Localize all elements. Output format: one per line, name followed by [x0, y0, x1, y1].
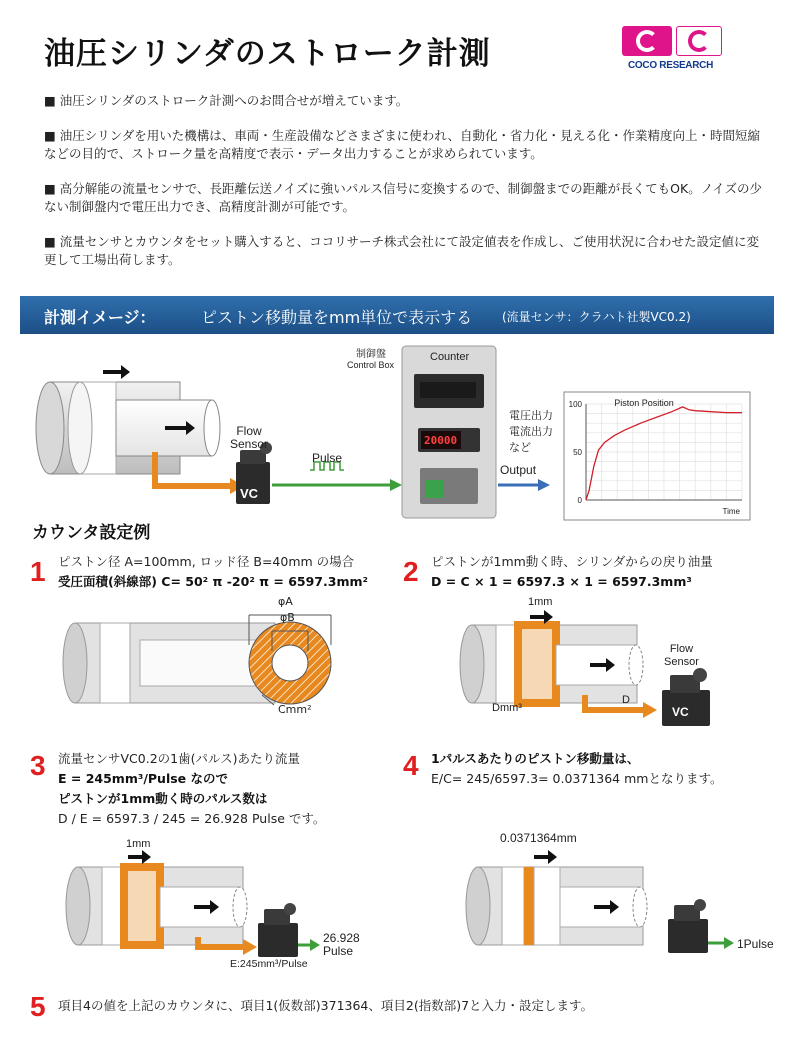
control-box-en-label: Control Box: [347, 360, 395, 370]
step2-line1: ピストンが1mm動く時、シリンダからの戻り油量: [431, 554, 713, 569]
y-tick-label: 0: [577, 496, 582, 505]
piston-rod: [116, 400, 212, 456]
phi-a-label: φA: [278, 595, 293, 608]
step-number-5: 5: [30, 991, 46, 1022]
vc-label: VC: [240, 486, 259, 501]
arrow-icon: [643, 702, 657, 718]
arrow-icon: [142, 850, 151, 864]
settings-heading: カウンタ設定例: [32, 523, 151, 543]
arrow-icon: [724, 937, 734, 949]
step3-pulse-count: 26.928 Pulse: [323, 931, 360, 958]
chart-title: Piston Position: [614, 398, 674, 408]
section-banner: [20, 296, 774, 334]
arrow-icon: [243, 939, 257, 955]
step-number-2: 2: [403, 556, 419, 587]
y-tick-label: 100: [568, 400, 582, 409]
step3-e-label: E:245mm³/Pulse: [230, 958, 308, 970]
step2-d-label: D: [622, 694, 630, 706]
step4-pulse-label: 1Pulse: [737, 937, 774, 951]
step3-line1: 流量センサVC0.2の1歯(パルス)あたり流量: [58, 751, 300, 766]
output-type-2: 電流出力: [509, 425, 553, 438]
banner-label: 計測イメージ：: [44, 308, 156, 327]
arrow-icon: [548, 850, 557, 864]
step2-line2: D = C × 1 = 6597.3 × 1 = 6597.3mm³: [431, 574, 692, 589]
arrow-icon: [538, 479, 550, 491]
step4-cylinder-diagram: [400, 835, 794, 975]
step2-move-label: 1mm: [528, 596, 553, 608]
x-axis-label: Time: [722, 507, 740, 516]
pulse-label: Pulse: [312, 451, 343, 465]
step5-line: 項目4の値を上記のカウンタに、項目1(仮数部)371364、項目2(指数部)7と入力・設定します。: [58, 998, 594, 1013]
intro-paragraph-1: ■ 油圧シリンダのストローク計測へのお問合せが増えています。: [44, 93, 409, 108]
y-tick-label: 50: [573, 448, 582, 457]
step3-line2: E = 245mm³/Pulse なので: [58, 771, 229, 786]
control-box-jp-label: 制御盤: [356, 349, 386, 360]
step1-line2: 受圧面積(斜線部) C= 50² π -20² π = 6597.3mm²: [58, 574, 368, 589]
step3-line4: D / E = 6597.3 / 245 = 26.928 Pulse です。: [58, 811, 326, 826]
output-type-3: など: [509, 441, 531, 454]
step4-line1: 1パルスあたりのピストン移動量は、: [431, 751, 640, 766]
company-logo: [620, 26, 770, 78]
intro-paragraph-3: ■ 高分解能の流量センサで、長距離伝送ノイズに強いパルス信号に変換するので、制御盤までの距離が長くてもOK。ノイズの少ない制御盤内で電圧出力でき、高精度計測が可能です。: [44, 181, 762, 214]
area-c-label: Cmm²: [278, 703, 312, 716]
step-number-1: 1: [30, 556, 46, 587]
chart-frame: [564, 392, 750, 520]
arrow-icon: [390, 479, 402, 491]
step4-move-label: 0.0371364mm: [500, 831, 577, 845]
intro-paragraph-2: ■ 油圧シリンダを用いた機構は、車両・生産設備などさまざまに使われ、自動化・省力化・見える化・作業精度向上・時間短縮などの目的で、ストローク量を高精度で表示・データ出力することが求められています。: [44, 128, 761, 161]
flow-sensor-label: Flow Sensor: [230, 424, 269, 451]
page-title: 油圧シリンダのストローク計測: [44, 36, 491, 72]
counter-label: Counter: [430, 351, 470, 363]
output-type-1: 電圧出力: [509, 409, 553, 422]
logo-mark-left: [622, 26, 672, 56]
logo-mark-right: [676, 26, 722, 56]
step2-flow-sensor-label: Flow Sensor: [664, 643, 699, 668]
step3-move-label: 1mm: [126, 838, 151, 850]
output-label: Output: [500, 463, 537, 477]
intro-paragraph-4: ■ 流量センサとカウンタをセット購入すると、ココリサーチ株式会社にて設定値表を作成し、ご使用状況に合わせた設定値に変更して工場出荷します。: [44, 234, 760, 267]
step-number-4: 4: [403, 750, 419, 781]
piston-position-chart: [564, 392, 750, 520]
banner-note: (流量センサ：クラハト社製VC0.2): [502, 310, 691, 324]
step1-cross-section-diagram: [0, 595, 390, 725]
step2-vc-label: VC: [672, 705, 689, 719]
counter-display-value: 20000: [424, 434, 458, 447]
flow-sensor-icon: [668, 919, 708, 953]
phi-b-label: φB: [280, 611, 295, 624]
arrow-icon: [310, 939, 320, 951]
step4-line2: E/C= 245/6597.3= 0.0371364 mmとなります。: [431, 771, 723, 786]
step2-d-volume-label: Dmm³: [492, 702, 522, 714]
flow-sensor-icon: [258, 923, 298, 957]
step3-line3: ピストンが1mm動く時のパルス数は: [58, 791, 268, 806]
step1-line1: ピストン径 A=100mm, ロッド径 B=40mm の場合: [58, 554, 355, 569]
banner-text: ピストン移動量をmm単位で表示する: [201, 308, 473, 327]
oil-volume-area: [518, 625, 556, 703]
arrow-icon: [121, 365, 130, 379]
step-number-3: 3: [30, 750, 46, 781]
logo-name: COCO RESEARCH: [628, 60, 713, 71]
step2-cylinder-diagram: [400, 595, 794, 735]
